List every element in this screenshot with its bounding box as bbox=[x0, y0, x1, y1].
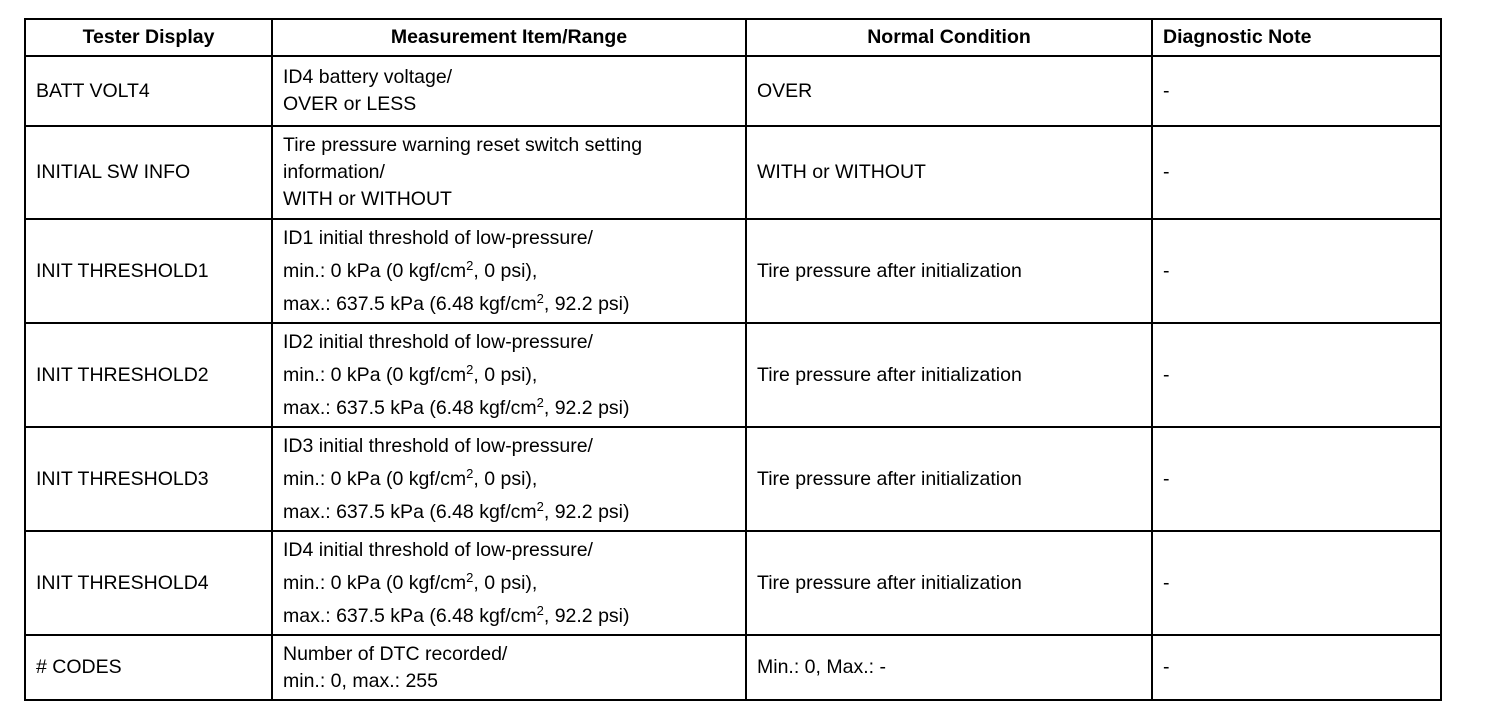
measurement-min-line: min.: 0 kPa (0 kgf/$cm^2$, 0 psi), bbox=[283, 569, 538, 594]
normal-condition-cell: Tire pressure after initialization bbox=[746, 427, 1152, 531]
tester-display-cell: INIT THRESHOLD1 bbox=[25, 219, 272, 323]
measurement-line: Tire pressure warning reset switch setting bbox=[283, 134, 643, 156]
measurement-cell bbox=[272, 323, 746, 427]
header-measurement-item-range: Measurement Item/Range bbox=[272, 19, 746, 56]
measurement-line: ID2 initial threshold of low-pressure/ bbox=[283, 330, 593, 353]
measurement-max-line: max.: 637.5 kPa (6.48 kgf/$cm^2$, 92.2 psi) bbox=[283, 290, 630, 315]
normal-condition-cell: Min.: 0, Max.: - bbox=[746, 635, 1152, 700]
table-row bbox=[25, 56, 1441, 126]
data-list-table-container bbox=[24, 18, 1442, 701]
measurement-min-line: min.: 0 kPa (0 kgf/$cm^2$, 0 psi), bbox=[283, 361, 538, 386]
tester-display-cell: # CODES bbox=[25, 635, 272, 700]
diagnostic-note-cell: - bbox=[1152, 531, 1441, 635]
superscript: 2 bbox=[466, 465, 474, 481]
superscript: 2 bbox=[536, 290, 544, 306]
measurement-cell bbox=[272, 219, 746, 323]
measurement-line: Number of DTC recorded/ bbox=[283, 642, 508, 665]
table-row bbox=[25, 635, 1441, 700]
measurement-line: ID4 battery voltage/ bbox=[283, 66, 453, 88]
superscript: 2 bbox=[466, 257, 474, 273]
header-diagnostic-note: Diagnostic Note bbox=[1152, 19, 1441, 56]
measurement-line: information/ bbox=[283, 161, 385, 183]
measurement-max-line: max.: 637.5 kPa (6.48 kgf/$cm^2$, 92.2 psi) bbox=[283, 498, 630, 523]
superscript: 2 bbox=[536, 602, 544, 618]
measurement-line: WITH or WITHOUT bbox=[283, 188, 452, 210]
normal-condition-cell: WITH or WITHOUT bbox=[746, 126, 1152, 219]
normal-condition-cell: Tire pressure after initialization bbox=[746, 531, 1152, 635]
superscript: 2 bbox=[466, 569, 474, 585]
table-row bbox=[25, 126, 1441, 219]
measurement-cell bbox=[272, 635, 746, 700]
tester-display-cell: INIT THRESHOLD3 bbox=[25, 427, 272, 531]
measurement-cell bbox=[272, 126, 746, 219]
table-row bbox=[25, 323, 1441, 427]
tester-display-cell: INIT THRESHOLD2 bbox=[25, 323, 272, 427]
diagnostic-note-cell: - bbox=[1152, 56, 1441, 126]
table-row bbox=[25, 427, 1441, 531]
normal-condition-cell: OVER bbox=[746, 56, 1152, 126]
tester-display-cell: BATT VOLT4 bbox=[25, 56, 272, 126]
tester-display-cell: INIT THRESHOLD4 bbox=[25, 531, 272, 635]
diagnostic-note-cell: - bbox=[1152, 219, 1441, 323]
normal-condition-cell: Tire pressure after initialization bbox=[746, 323, 1152, 427]
diagnostic-note-cell: - bbox=[1152, 323, 1441, 427]
table-header-row bbox=[25, 19, 1441, 56]
normal-condition-cell: Tire pressure after initialization bbox=[746, 219, 1152, 323]
superscript: 2 bbox=[536, 394, 544, 410]
measurement-line: min.: 0, max.: 255 bbox=[283, 669, 438, 692]
data-list-table bbox=[24, 18, 1442, 701]
superscript: 2 bbox=[466, 361, 474, 377]
measurement-max-line: max.: 637.5 kPa (6.48 kgf/$cm^2$, 92.2 psi) bbox=[283, 394, 630, 419]
measurement-cell bbox=[272, 427, 746, 531]
measurement-line: OVER or LESS bbox=[283, 93, 417, 115]
diagnostic-note-cell: - bbox=[1152, 635, 1441, 700]
measurement-line: ID3 initial threshold of low-pressure/ bbox=[283, 434, 593, 457]
measurement-max-line: max.: 637.5 kPa (6.48 kgf/$cm^2$, 92.2 psi) bbox=[283, 602, 630, 627]
measurement-cell bbox=[272, 56, 746, 126]
diagnostic-note-cell: - bbox=[1152, 427, 1441, 531]
measurement-line: ID4 initial threshold of low-pressure/ bbox=[283, 538, 593, 561]
measurement-min-line: min.: 0 kPa (0 kgf/$cm^2$, 0 psi), bbox=[283, 257, 538, 282]
diagnostic-note-cell: - bbox=[1152, 126, 1441, 219]
measurement-min-line: min.: 0 kPa (0 kgf/$cm^2$, 0 psi), bbox=[283, 465, 538, 490]
table-row bbox=[25, 219, 1441, 323]
measurement-cell bbox=[272, 531, 746, 635]
tester-display-cell: INITIAL SW INFO bbox=[25, 126, 272, 219]
superscript: 2 bbox=[536, 498, 544, 514]
table-row bbox=[25, 531, 1441, 635]
measurement-line: ID1 initial threshold of low-pressure/ bbox=[283, 226, 593, 249]
header-normal-condition: Normal Condition bbox=[746, 19, 1152, 56]
header-tester-display: Tester Display bbox=[25, 19, 272, 56]
